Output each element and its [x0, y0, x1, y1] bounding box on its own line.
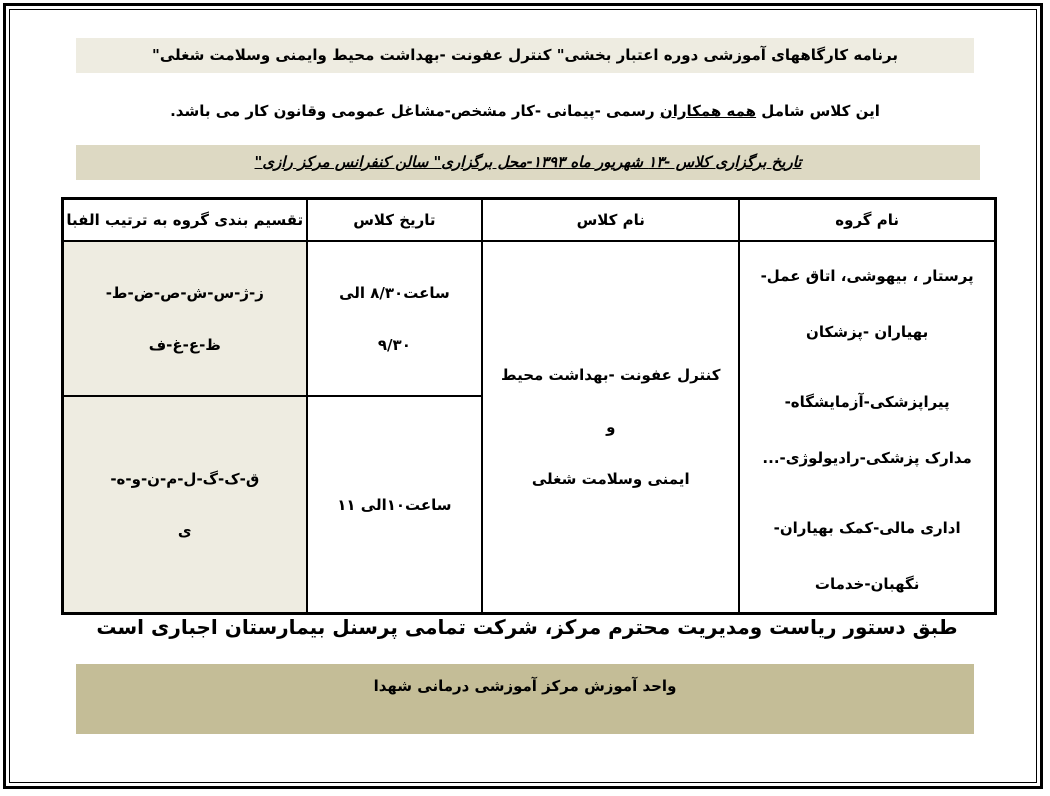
- class-line: کنترل عفونت -بهداشت محیط: [501, 366, 721, 384]
- participants-suffix: رسمی -پیمانی -کار مشخص-مشاغل عمومی وقانون کار می باشد.: [170, 102, 660, 120]
- header-class-date: تاریخ کلاس: [307, 199, 483, 242]
- header-group-name: نام گروه: [739, 199, 995, 242]
- class-line: و: [606, 418, 616, 436]
- participants-prefix: این کلاس شامل: [756, 102, 880, 120]
- page-title: برنامه کارگاههای آموزشی دوره اعتبار بخشی" کنترل عفونت -بهداشت محیط وایمنی وسلامت شغلی": [76, 38, 974, 73]
- letters-line: ظ-ع-غ-ف: [148, 335, 221, 354]
- table-header-row: [63, 199, 996, 242]
- letters-line: ز-ژ-س-ش-ص-ض-ط-: [105, 283, 264, 302]
- letters-line: ق-ک-گ-ل-م-ن-و-ه-: [110, 469, 260, 488]
- session2-letters-cell: [63, 396, 307, 614]
- class-name-cell: [482, 241, 739, 614]
- table-row: [63, 241, 996, 396]
- letters-line: ی: [177, 521, 192, 540]
- footer-signature: واحد آموزش مرکز آموزشی درمانی شهدا: [76, 664, 974, 734]
- schedule-table: [61, 197, 997, 615]
- participants-underlined: همه همکاران: [659, 102, 757, 120]
- session1-letters-cell: [63, 241, 307, 396]
- group-line: مدارک پزشکی-رادیولوژی-...: [762, 449, 972, 467]
- session2-time-cell: [307, 396, 483, 614]
- group-line: بهیاران -پزشکان: [806, 323, 929, 341]
- group-line: اداری مالی-کمک بهیاران-: [773, 519, 961, 537]
- time-line: ساعت۱۰الی ۱۱: [337, 495, 452, 514]
- group-line: نگهبان-خدمات: [814, 575, 920, 593]
- class-line: ایمنی وسلامت شغلی: [531, 470, 690, 488]
- time-line: ساعت۸/۳۰ الی: [339, 283, 450, 302]
- header-alphabet-split: تقسیم بندی گروه به ترتیب الفبا: [63, 199, 307, 242]
- time-line: ۹/۳۰: [377, 335, 411, 354]
- date-location-banner: تاریخ برگزاری کلاس -۱۳ شهریور ماه ۱۳۹۳-محل برگزاری" سالن کنفرانس مرکز رازی": [76, 145, 980, 180]
- group-line: پیراپزشکی-آزمایشگاه-: [784, 393, 950, 411]
- session1-time-cell: [307, 241, 483, 396]
- participants-note: [80, 96, 970, 126]
- mandatory-notice: طبق دستور ریاست ومدیریت محترم مرکز، شرکت تمامی پرسنل بیمارستان اجباری است: [96, 615, 958, 639]
- group-line: پرستار ، بیهوشی، اتاق عمل-: [760, 267, 974, 285]
- groups-cell: [739, 241, 995, 614]
- header-class-name: نام کلاس: [482, 199, 739, 242]
